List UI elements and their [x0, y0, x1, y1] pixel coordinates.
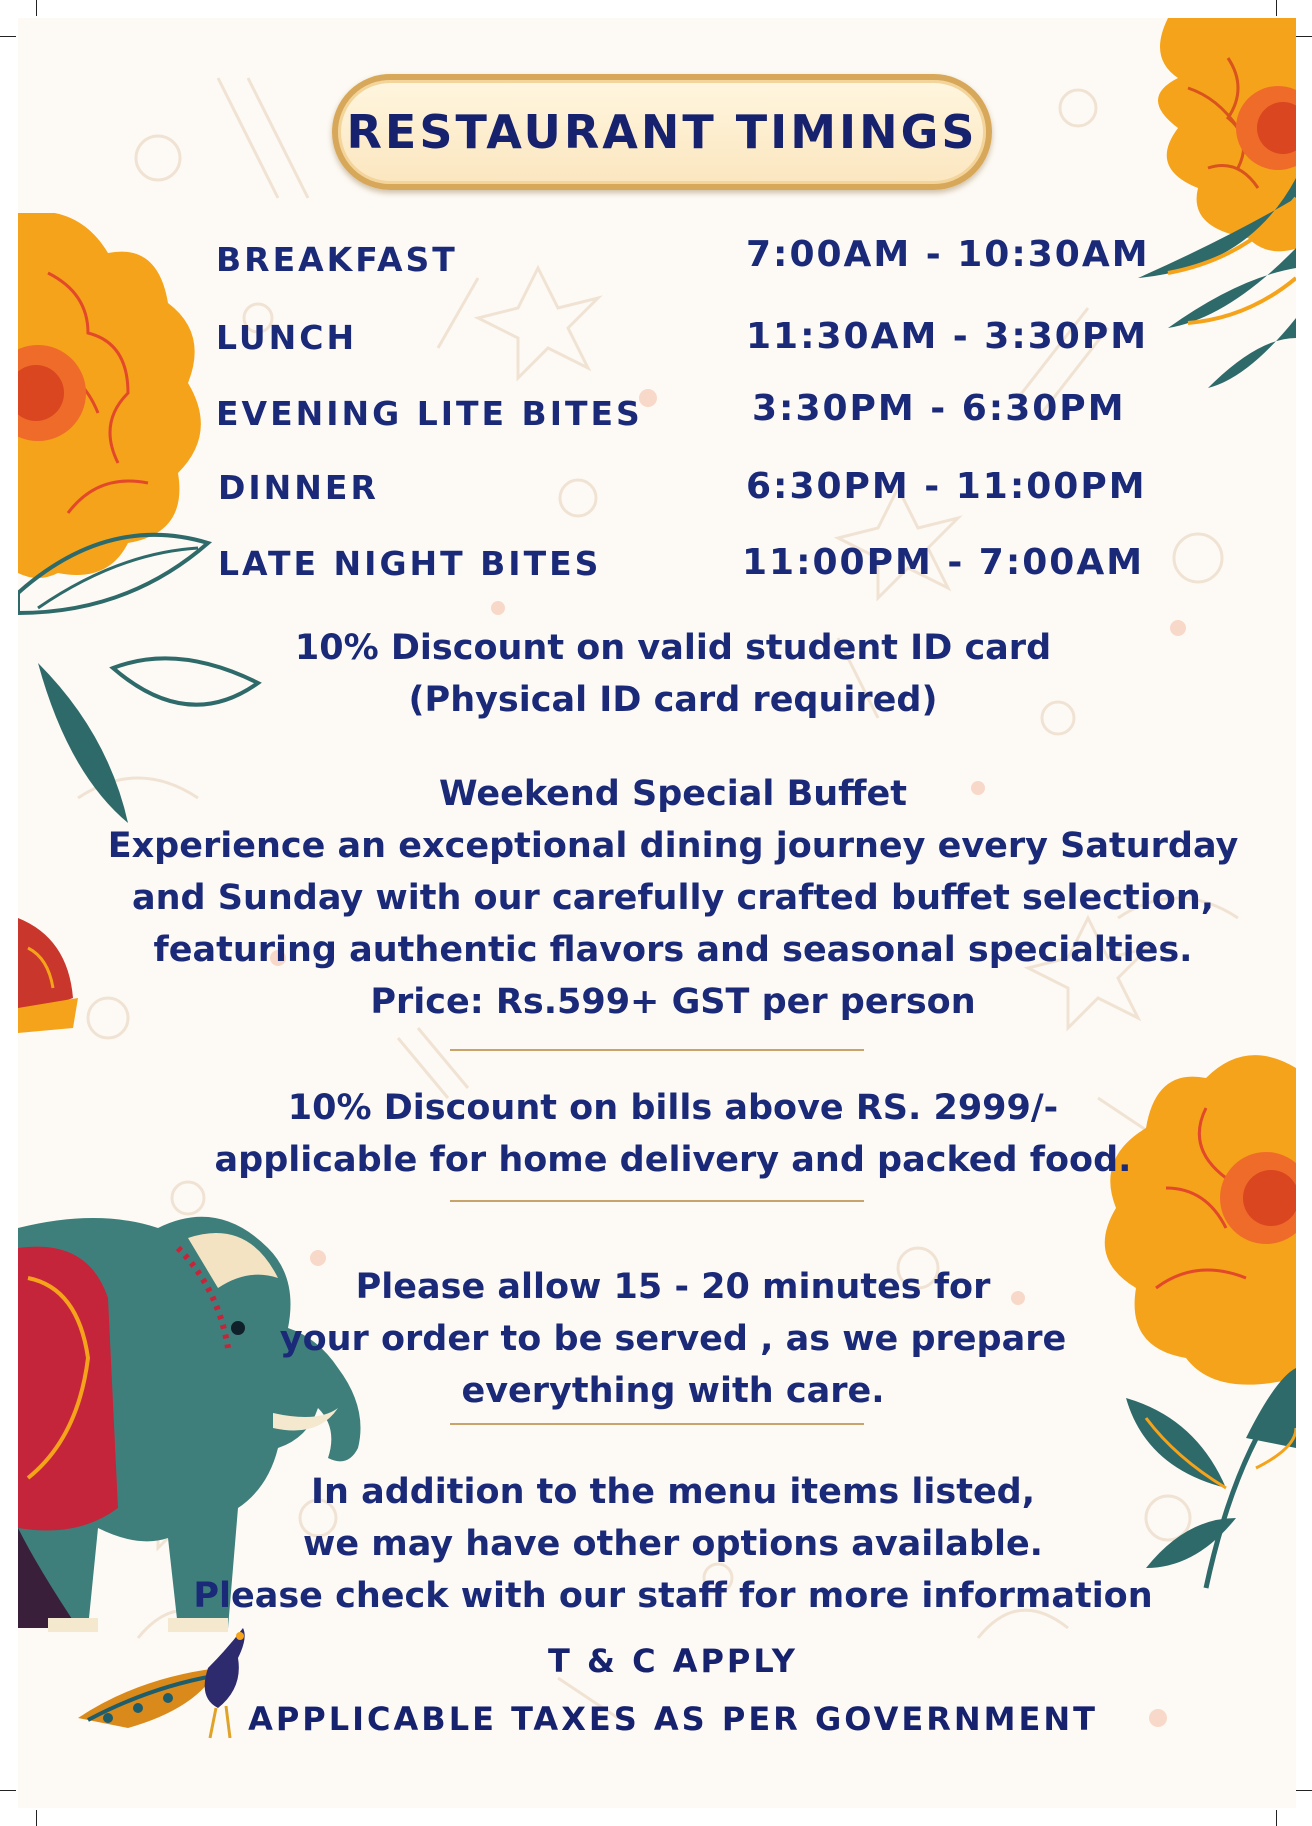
- crop-mark: [1296, 1790, 1312, 1791]
- buffet-description-line: and Sunday with our carefully crafted buffet selection,: [131, 878, 1215, 918]
- marigold-flower-top-right: [1108, 18, 1296, 438]
- bill-discount-notice: [98, 1082, 1248, 1186]
- student-discount-line: (Physical ID card required): [408, 680, 938, 720]
- meal-time-evening-lite-bites: 3:30PM - 6:30PM: [752, 388, 1126, 429]
- buffet-description-line: Experience an exceptional dining journey every Saturday: [107, 826, 1239, 866]
- bill-discount-line: 10% Discount on bills above RS. 2999/-: [287, 1088, 1059, 1128]
- timings-poster: [18, 18, 1296, 1808]
- buffet-description-line: featuring authentic flavors and seasonal specialties.: [153, 930, 1193, 970]
- terms-apply-text: T & C APPLY: [548, 1642, 798, 1680]
- tassel-ornament-left: [18, 918, 88, 1038]
- preparation-notice-line: everything with care.: [461, 1371, 885, 1411]
- other-options-notice: [98, 1466, 1248, 1622]
- crop-mark: [0, 1790, 16, 1791]
- divider: [450, 1200, 864, 1202]
- preparation-time-notice: [98, 1261, 1248, 1417]
- applicable-taxes-text: APPLICABLE TAXES AS PER GOVERNMENT: [248, 1700, 1098, 1738]
- crop-mark: [36, 0, 37, 16]
- other-options-line: we may have other options available.: [303, 1524, 1043, 1564]
- page-title: RESTAURANT TIMINGS: [346, 105, 978, 159]
- buffet-price: Price: Rs.599+ GST per person: [370, 982, 976, 1022]
- meal-time-lunch: 11:30AM - 3:30PM: [746, 316, 1149, 357]
- crop-mark: [36, 1810, 37, 1826]
- meal-name-lunch: LUNCH: [216, 318, 358, 357]
- other-options-line: Please check with our staff for more information: [193, 1576, 1153, 1616]
- meal-name-late-night-bites: LATE NIGHT BITES: [218, 544, 602, 583]
- meal-name-dinner: DINNER: [218, 468, 379, 507]
- crop-mark: [1296, 36, 1312, 37]
- meal-time-dinner: 6:30PM - 11:00PM: [746, 466, 1147, 507]
- crop-mark: [1276, 1810, 1277, 1826]
- student-discount-notice: [98, 622, 1248, 726]
- marigold-flower-left: [18, 213, 278, 833]
- student-discount-line: 10% Discount on valid student ID card: [294, 628, 1052, 668]
- divider: [450, 1049, 864, 1051]
- buffet-heading: Weekend Special Buffet: [438, 774, 908, 814]
- crop-mark: [0, 36, 16, 37]
- meal-time-breakfast: 7:00AM - 10:30AM: [746, 234, 1150, 275]
- title-banner: [332, 74, 992, 190]
- bill-discount-line: applicable for home delivery and packed food.: [214, 1140, 1132, 1180]
- meal-name-evening-lite-bites: EVENING LITE BITES: [216, 394, 643, 433]
- crop-mark: [1276, 0, 1277, 16]
- weekend-buffet-section: [98, 768, 1248, 1028]
- meal-time-late-night-bites: 11:00PM - 7:00AM: [742, 542, 1145, 583]
- meal-name-breakfast: BREAKFAST: [216, 240, 458, 279]
- preparation-notice-line: your order to be served , as we prepare: [279, 1319, 1067, 1359]
- divider: [450, 1423, 864, 1425]
- other-options-line: In addition to the menu items listed,: [310, 1472, 1036, 1512]
- preparation-notice-line: Please allow 15 - 20 minutes for: [355, 1267, 991, 1307]
